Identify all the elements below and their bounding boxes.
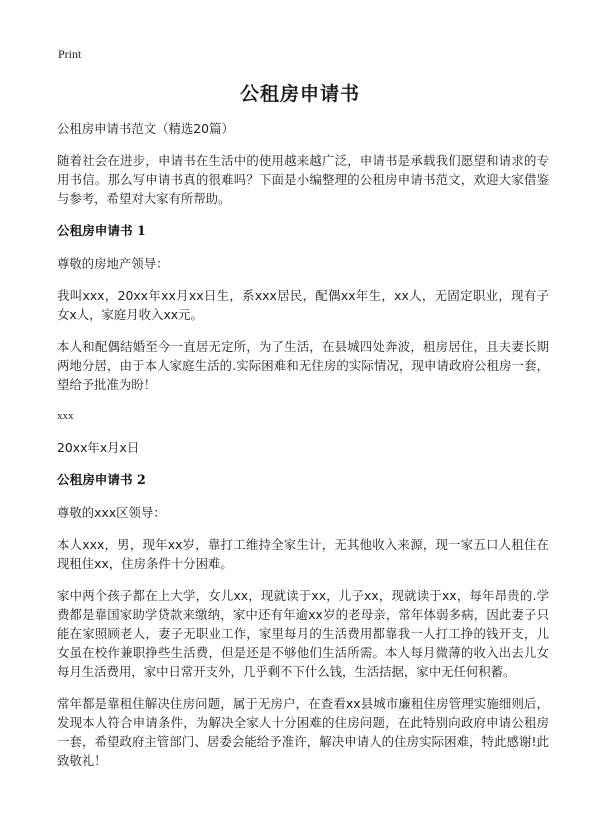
section-1-paragraph-2: 本人和配偶结婚至今一直居无定所，为了生活，在县城四处奔波，租房居住，且夫妻长期两地分居，由于本人家庭生活的.实际困难和无住房的实际情况，现申请政府公租房一套，望给予批准为盼！: [57, 339, 549, 392]
section-1-date: 20xx年x月x日: [57, 440, 140, 455]
section-2-paragraph-2: 家中两个孩子都在上大学，女儿xx，现就读于xx，儿子xx，现就读于xx，每年昂贵的.学费都是靠国家助学贷款来缴纳，家中还有年逾xx岁的老母亲，常年体弱多病，因此妻子只能在家照顾老人，妻子无职业工作，家里每月的生活费用都靠我一人打工挣的钱开支，儿女虽在校作兼职挣些生活费，但是还是不够他们生活所需。本人每月微薄的收入出去儿女每月生活费用，家中日常开支外，几乎剩不下什么钱，生活拮据，家中无任何积蓄。: [57, 588, 549, 679]
section-2-heading: 公租房申请书 2: [57, 472, 146, 487]
page-title: 公租房申请书: [239, 83, 360, 105]
section-1-signature: xxx: [57, 410, 74, 422]
section-1-paragraph-1: 我叫xxx，20xx年xx月xx日生，系xxx居民，配偶xx年生，xx人，无固定职业，现有子女x人，家庭月收入xx元。: [57, 288, 549, 322]
section-2-salutation: 尊敬的xxx区领导：: [57, 505, 166, 520]
document-body: [57, 119, 549, 783]
subtitle: 公租房申请书范文（精选20篇）: [57, 121, 234, 136]
section-2-paragraph-3: 常年都是靠租住解决住房问题，属于无房户，在查看xx县城市廉租住房管理实施细则后，发现本人符合申请条件，为解决全家人十分困难的住房问题，在此特别向政府申请公租房一套，希望政府主管部门、居委会能给予准许，解决申请人的住房实际困难，特此感谢!此致敬礼！: [57, 696, 549, 768]
section-1-salutation: 尊敬的房地产领导：: [57, 256, 169, 271]
section-2-paragraph-1: 本人xxx，男，现年xx岁，靠打工维持全家生计，无其他收入来源，现一家五口人租住在现租住xx，住房条件十分困难。: [57, 537, 549, 571]
section-1-heading: 公租房申请书 1: [57, 223, 146, 238]
intro-paragraph: 随着社会在进步，申请书在生活中的使用越来越广泛，申请书是承载我们愿望和请求的专用书信。那么写申请书真的很难吗？下面是小编整理的公租房申请书范文，欢迎大家借鉴与参考，希望对大家有所帮助。: [57, 153, 549, 206]
print-link[interactable]: Print: [58, 47, 82, 61]
